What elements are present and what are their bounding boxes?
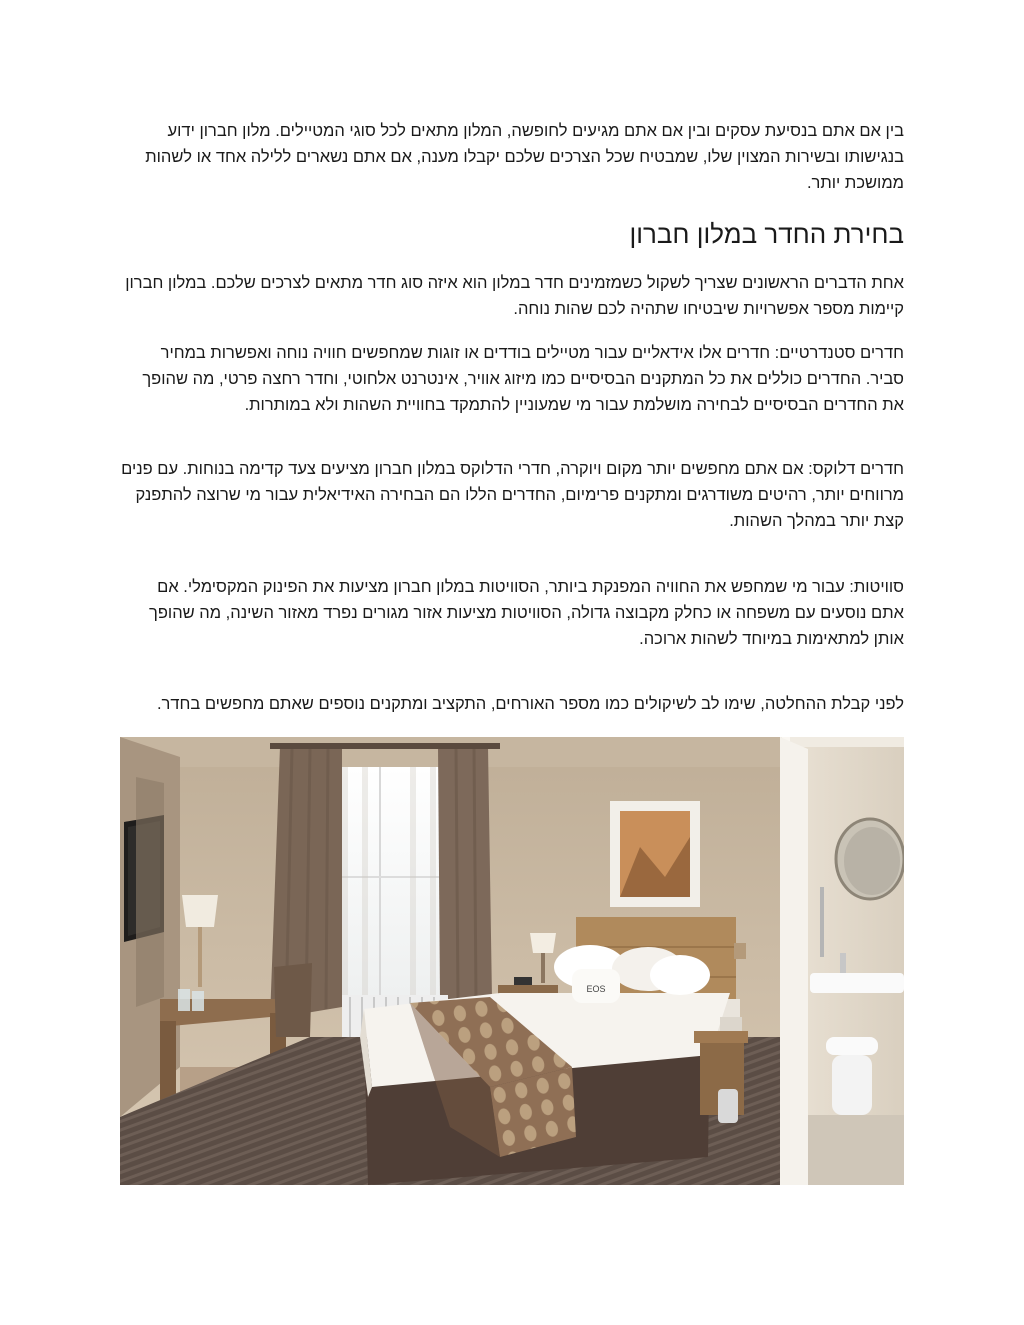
pillow-embroidery: EOS (586, 984, 606, 994)
paragraph-deluxe-rooms: חדרים דלוקס: אם אתם מחפשים יותר מקום ויוקרה, חדרי הדלוקס במלון חברון מציעים צעד קדימה בנוחות. עם פנים מרווחים יותר, רהיטים משודרגים ומתקנים פרימיום, החדרים הללו הם הבחירה האידיאלית עבור מי שרוצה להתפנק קצת יותר במהלך השהות. (121, 460, 904, 530)
paragraph-room-choice: אחת הדברים הראשונים שצריך לשקול כשמזמינים חדר במלון הוא איזה סוג חדר מתאים לצרכים שלכם. במלון חברון קיימות מספר אפשרויות שיבטיחו שתהיה לכם שהות נוחה. (125, 274, 904, 318)
section-heading: בחירת החדר במלון חברון (629, 219, 904, 249)
paragraph-suites: סוויטות: עבור מי שמחפש את החוויה המפנקת ביותר, הסוויטות במלון חברון מציעות את הפינוק המקסימלי. אם אתם נוסעים עם משפחה או כחלק מקבוצה גדולה, הסוויטות מציעות אזור מגורים נפרד מאזור השינה, מה שהופך אותן למתאימות במיוחד לשהות ארוכה. (149, 578, 904, 648)
paragraph-standard-rooms: חדרים סטנדרטיים: חדרים אלו אידאליים עבור מטיילים בודדים או זוגות שמחפשים חוויה נוחה ואפשרות במחיר סביר. החדרים כוללים את כל המתקנים הבסיסיים כמו מיזוג אוויר, אינטרנט אלחוטי, וחדר רחצה פרטי, מה שהופך את החדרים הבסיסיים לבחירה מושלמת עבור מי שמעוניין להתמקד בחוויית השהות ולא במותרות. (142, 344, 904, 414)
intro-paragraph: בין אם אתם בנסיעת עסקים ובין אם אתם מגיעים לחופשה, המלון מתאים לכל סוגי המטיילים. מלון חברון ידוע בנגישותו ובשירות המצוין שלו, שמבטיח שכל הצרכים שלכם יקבלו מענה, אם אתם נשארים ללילה אחד או לשהות ממושכת יותר. (145, 122, 904, 192)
hotel-room-photo (120, 737, 904, 1185)
paragraph-decision-tips: לפני קבלת ההחלטה, שימו לב לשיקולים כמו מספר האורחים, התקציב ומתקנים נוספים שאתם מחפשים בחדר. (156, 695, 904, 713)
